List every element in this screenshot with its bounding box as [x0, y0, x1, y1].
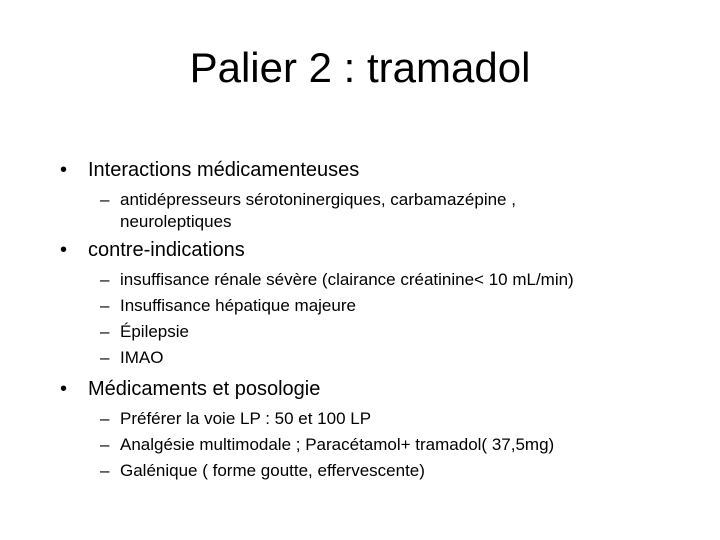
- sub-bullet-text: IMAO: [120, 348, 164, 367]
- dash-marker: –: [100, 461, 110, 480]
- sub-bullet-text: Insuffisance hépatique majeure: [120, 296, 356, 315]
- sub-bullet-text: Galénique ( forme goutte, effervescente): [120, 461, 425, 480]
- dash-marker: –: [100, 435, 110, 454]
- dash-marker: –: [100, 322, 110, 341]
- dash-marker: –: [100, 348, 110, 367]
- dash-marker: –: [100, 270, 110, 289]
- bullet-marker: •: [60, 159, 68, 181]
- dash-marker: –: [100, 296, 110, 315]
- sub-bullet-text: antidépresseurs sérotoninergiques, carbamazépine , neuroleptiques: [120, 190, 516, 231]
- dash-marker: –: [100, 409, 110, 428]
- sub-bullet-text: Analgésie multimodale ; Paracétamol+ tramadol( 37,5mg): [120, 435, 555, 454]
- sub-bullet-text: Épilepsie: [120, 322, 189, 341]
- slide-title: Palier 2 : tramadol: [189, 44, 531, 91]
- sub-bullet-text: Préférer la voie LP : 50 et 100 LP: [120, 409, 372, 428]
- sub-bullet-text: insuffisance rénale sévère (clairance créatinine< 10 mL/min): [120, 270, 574, 289]
- bullet-label: contre-indications: [88, 239, 245, 261]
- bullet-label: Interactions médicamenteuses: [88, 159, 360, 181]
- bullet-label: Médicaments et posologie: [88, 378, 321, 400]
- dash-marker: –: [100, 190, 110, 209]
- bullet-marker: •: [60, 239, 68, 261]
- bullet-marker: •: [60, 378, 68, 400]
